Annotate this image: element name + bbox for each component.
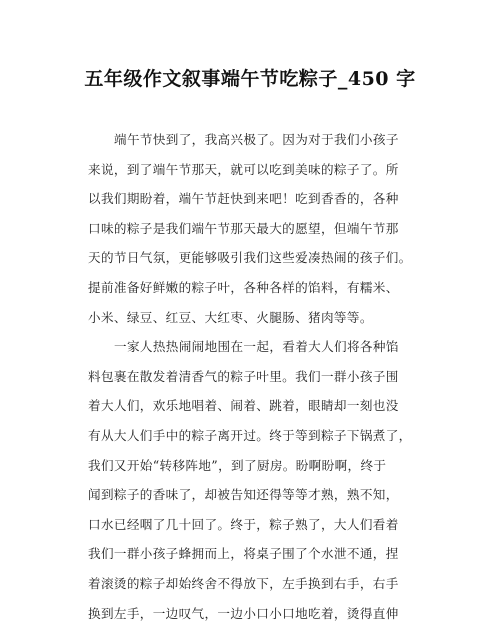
paragraph-1-line-7: 小米、绿豆、红豆、大红枣、火腿肠、猪肉等等。 xyxy=(88,303,420,333)
paragraph-1-line-4: 口味的粽子是我们端午节那天最大的愿望，但端午节那 xyxy=(88,214,420,244)
paragraph-1-line-1: 端午节快到了，我高兴极了。因为对于我们小孩子 xyxy=(88,125,420,155)
paragraph-2-line-4: 有从大人们手中的粽子离开过。终于等到粽子下锅煮了， xyxy=(88,421,420,451)
paragraph-2-line-1: 一家人热热闹闹地围在一起，看着大人们将各种馅 xyxy=(88,332,420,362)
paragraph-2-line-10: 换到左手，一边叹气，一边小口小口地吃着，烫得直伸 xyxy=(88,599,420,628)
paragraph-2-line-2: 料包裹在散发着清香气的粽子叶里。我们一群小孩子围 xyxy=(88,362,420,392)
paragraph-1-line-6: 提前准备好鲜嫩的粽子叶，各种各样的馅料，有糯米、 xyxy=(88,273,420,303)
paragraph-1-line-3: 以我们期盼着，端午节赶快到来吧！吃到香香的，各种 xyxy=(88,184,420,214)
paragraph-1-line-2: 来说，到了端午节那天，就可以吃到美味的粽子了。所 xyxy=(88,155,420,185)
document-body xyxy=(88,125,420,628)
paragraph-2-line-3: 着大人们，欢乐地唱着、闹着、跳着，眼睛却一刻也没 xyxy=(88,391,420,421)
paragraph-2-line-7: 口水已经咽了几十回了。终于，粽子熟了，大人们看着 xyxy=(88,510,420,540)
paragraph-2-line-5: 我们又开始“转移阵地”，到了厨房。盼啊盼啊，终于 xyxy=(88,451,420,481)
paragraph-1-line-5: 天的节日气氛，更能够吸引我们这些爱凑热闹的孩子们。 xyxy=(88,243,420,273)
paragraph-2-line-6: 闻到粽子的香味了，却被告知还得等等才熟，熟不知， xyxy=(88,480,420,510)
paragraph-2-line-8: 我们一群小孩子蜂拥而上，将桌子围了个水泄不通，捏 xyxy=(88,539,420,569)
document-title: 五年级作文叙事端午节吃粽子_450 字 xyxy=(0,64,500,94)
paragraph-2-line-9: 着滚烫的粽子却始终舍不得放下，左手换到右手，右手 xyxy=(88,569,420,599)
